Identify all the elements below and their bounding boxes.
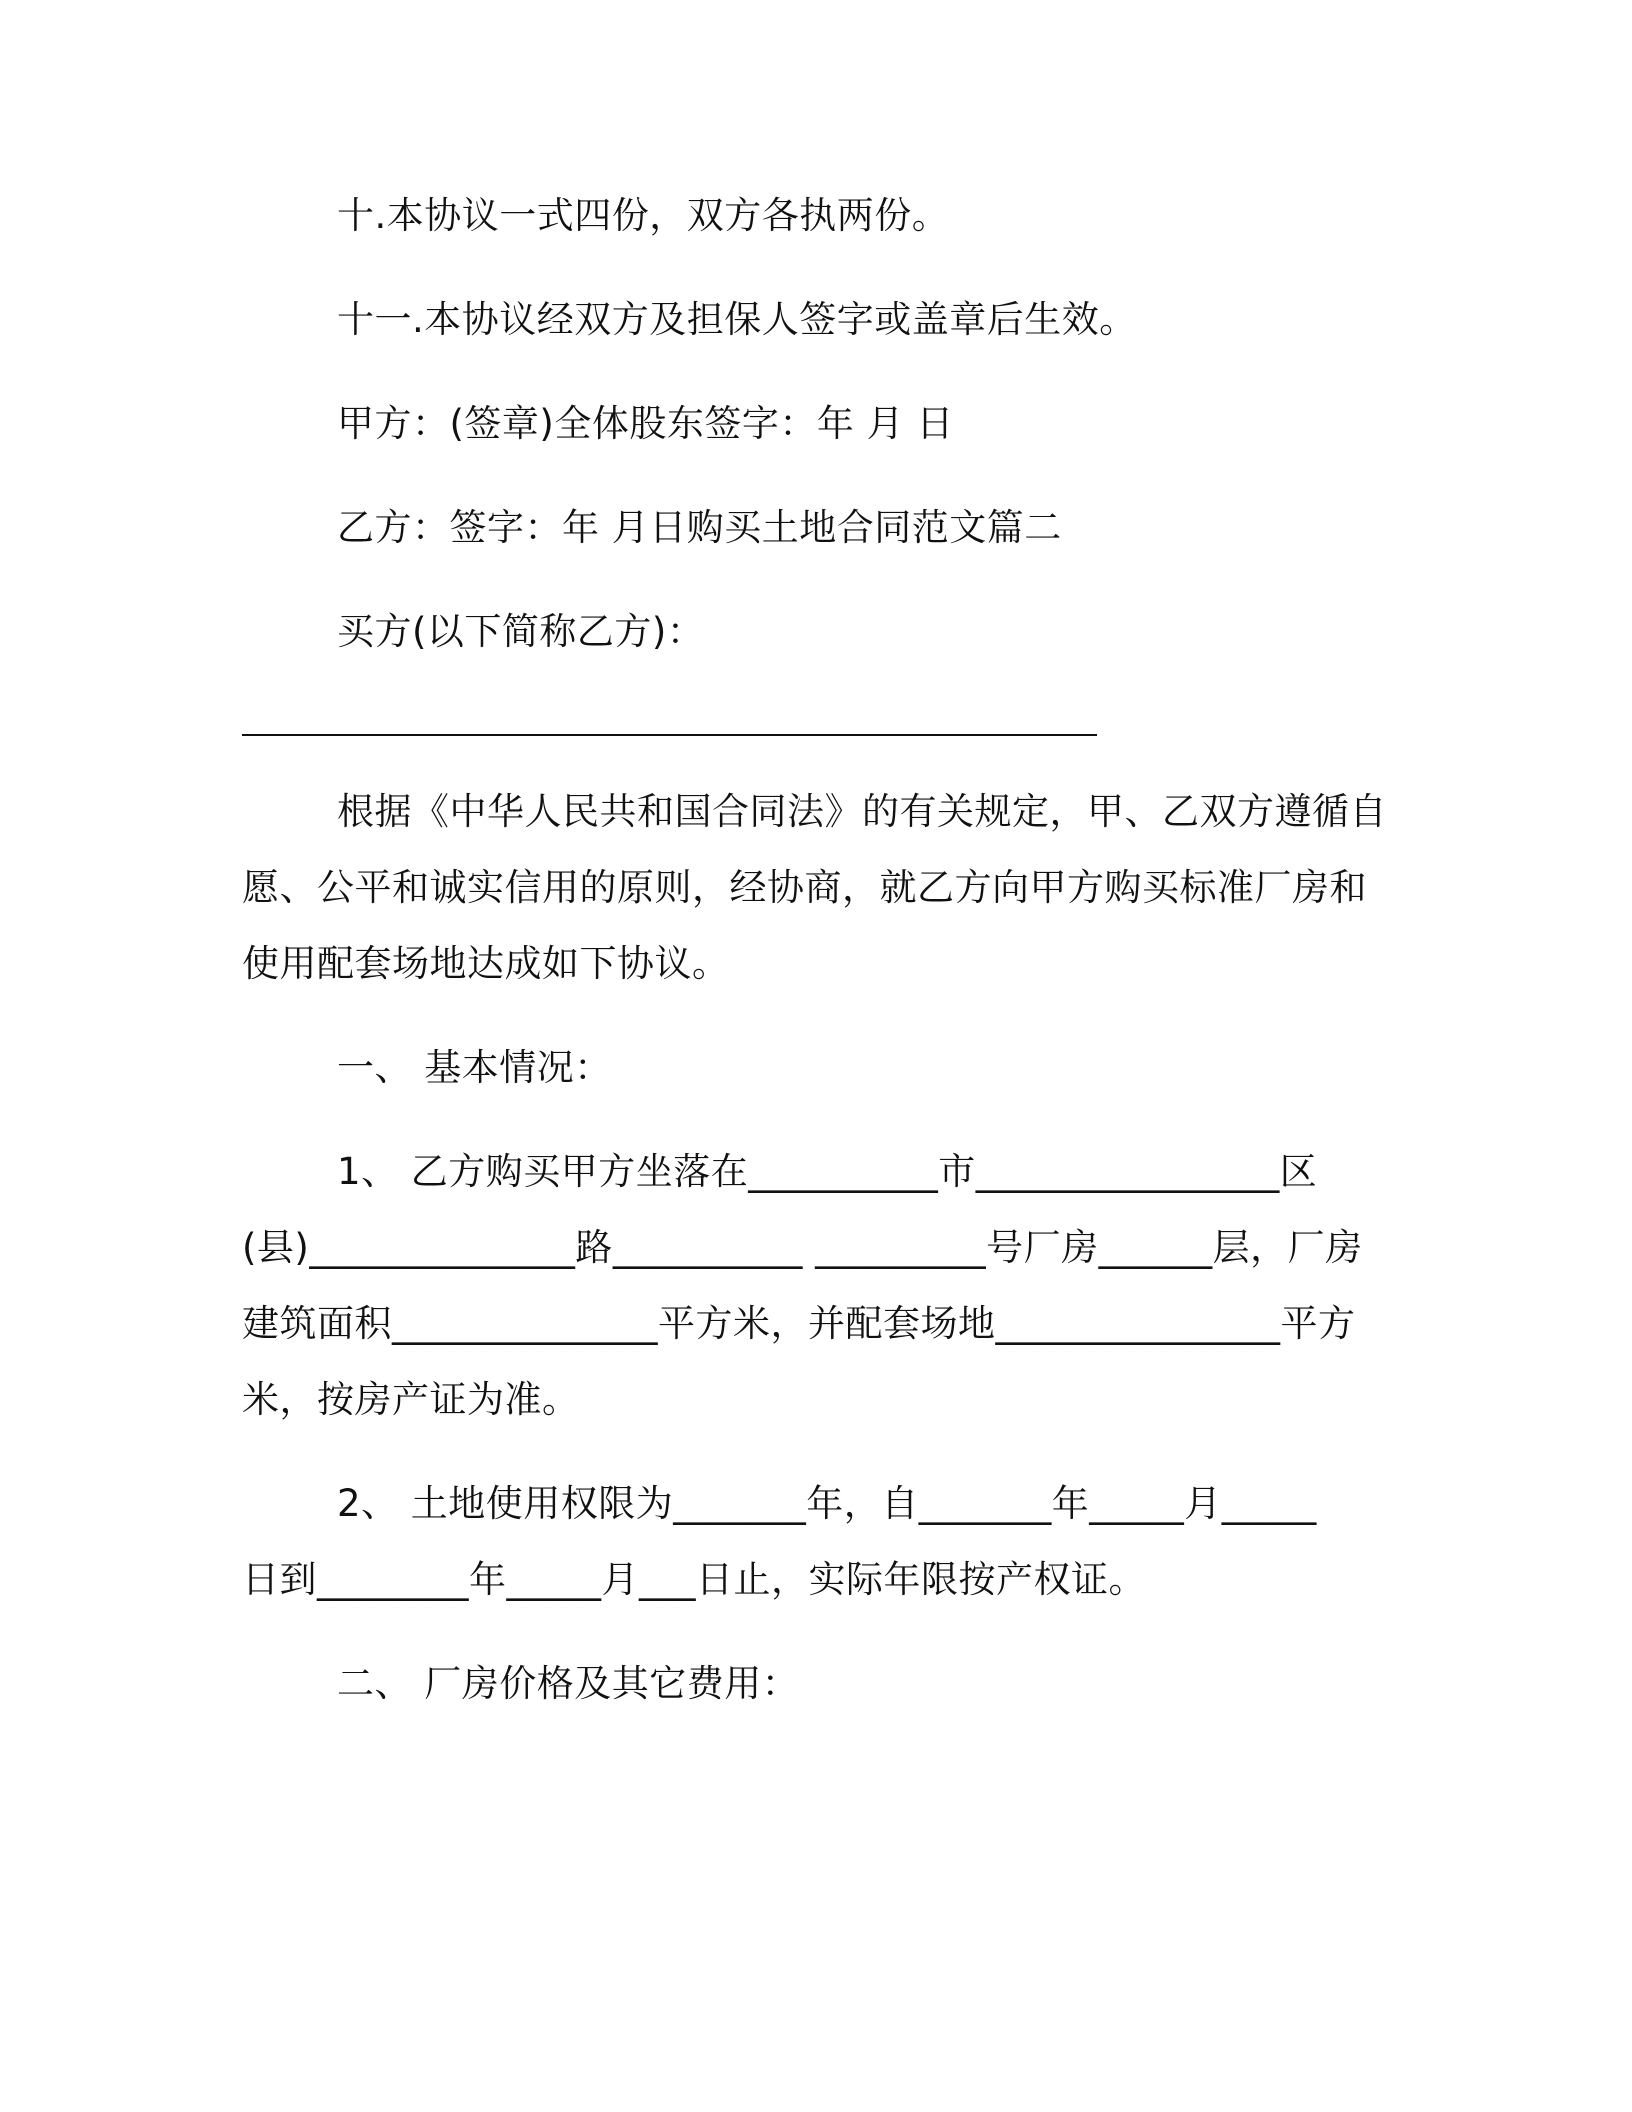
party-a-signature-line: 甲方：(签章)全体股东签字：年 月 日 [337,402,954,445]
item-one-line: (县)______________路__________ _________号厂房______层，厂房 [242,1226,1363,1269]
intro-paragraph-line: 根据《中华人民共和国合同法》的有关规定，甲、乙双方遵循自 [337,790,1387,833]
clause-ten: 十.本协议一式四份，双方各执两份。 [337,194,950,237]
intro-paragraph-line: 愿、公平和诚实信用的原则，经协商，就乙方向甲方购买标准厂房和 [242,866,1367,909]
buyer-fill-in-rule [242,734,1097,736]
item-one-line: 1、 乙方购买甲方坐落在__________市________________区 [337,1150,1318,1193]
item-one-line: 建筑面积______________平方米，并配套场地_______________平方 [242,1302,1356,1345]
item-one-line: 米，按房产证为准。 [242,1378,580,1421]
section-heading-price: 二、 厂房价格及其它费用： [337,1662,800,1705]
clause-eleven: 十一.本协议经双方及担保人签字或盖章后生效。 [337,298,1137,341]
section-heading-basic: 一、 基本情况： [337,1046,612,1089]
buyer-line: 买方(以下简称乙方)： [337,610,705,653]
party-b-signature-line: 乙方：签字：年 月日购买土地合同范文篇二 [337,506,1062,549]
item-two-line: 日到________年_____月___日止，实际年限按产权证。 [242,1558,1146,1601]
intro-paragraph-line: 使用配套场地达成如下协议。 [242,942,730,985]
item-two-line: 2、 土地使用权限为_______年，自_______年_____月_____ [337,1482,1317,1525]
